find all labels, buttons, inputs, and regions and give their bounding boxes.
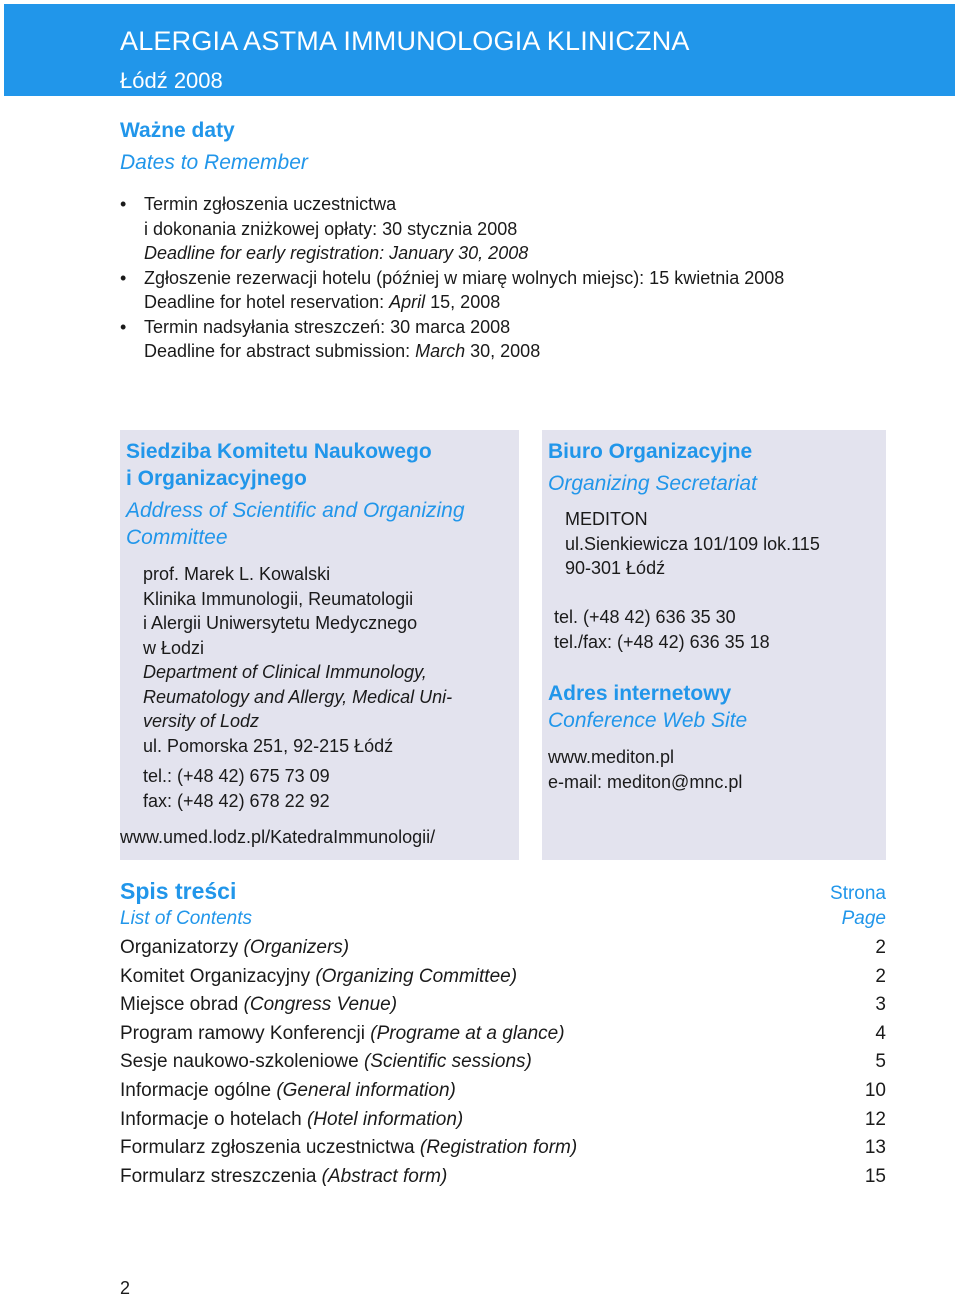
date-text-pl: Termin nadsyłania streszczeń: 30 marca 2008 bbox=[144, 316, 511, 337]
secretariat-contact: tel. (+48 42) 636 35 30 tel./fax: (+48 42) 636 35 18 bbox=[554, 607, 770, 652]
committee-web-link[interactable]: www.umed.lodz.pl/KatedraImmunologii/ bbox=[120, 827, 436, 847]
toc-page-number: 2 bbox=[875, 965, 886, 987]
toc-subtitle: List of Contents bbox=[120, 908, 253, 929]
dates-section bbox=[120, 118, 920, 364]
bullet-icon: • bbox=[120, 267, 127, 288]
toc-row: Miejsce obrad (Congress Venue) 3 bbox=[120, 991, 886, 1020]
dates-subheading: Dates to Remember bbox=[120, 151, 308, 174]
document-subtitle: Łódź 2008 bbox=[120, 68, 223, 93]
toc-page-number: 10 bbox=[864, 1079, 886, 1101]
toc-title: Spis treści bbox=[120, 878, 237, 904]
toc-page-label-en: Page bbox=[841, 908, 886, 929]
committee-heading: Siedziba Komitetu Naukowego i Organizacyjnego bbox=[126, 440, 432, 490]
toc-page-number: 3 bbox=[875, 994, 886, 1016]
toc-row: Informacje o hotelach (Hotel information) 12 bbox=[120, 1106, 886, 1135]
bullet-icon: • bbox=[120, 194, 127, 214]
dates-heading: Ważne daty bbox=[120, 119, 235, 142]
date-text-pl: i dokonania zniżkowej opłaty: 30 stycznia 2008 bbox=[144, 218, 518, 239]
document-title: ALERGIA ASTMA IMMUNOLOGIA KLINICZNA bbox=[120, 26, 690, 56]
toc-page-number: 12 bbox=[864, 1108, 886, 1130]
committee-address: prof. Marek L. Kowalski Klinika Immunologii, Reumatologii i Alergii Uniwersytetu Medycznego w Łodzi Department of Clinical Immunology, Reumatology and Allergy, Medical Uni- versity of Lodz ul. Pomorska 251, 92-215 Łódź bbox=[143, 562, 452, 758]
list-item bbox=[120, 315, 920, 364]
secretariat-web-link[interactable]: www.mediton.pl bbox=[548, 747, 675, 767]
committee-subheading: Address of Scientific and Organizing Committee bbox=[126, 499, 465, 549]
committee-contact bbox=[143, 764, 330, 813]
toc-page-number: 2 bbox=[875, 937, 886, 958]
toc-row: Formularz zgłoszenia uczestnictwa (Registration form) 13 bbox=[120, 1134, 886, 1163]
secretariat-subheading: Organizing Secretariat bbox=[548, 472, 757, 495]
web-heading: Adres internetowy bbox=[548, 682, 732, 705]
secretariat-box bbox=[542, 430, 886, 860]
committee-street: ul. Pomorska 251, 92-215 Łódź bbox=[143, 735, 394, 756]
toc-page-number: 13 bbox=[864, 1137, 886, 1159]
secretariat-email-link[interactable]: e-mail: mediton@mnc.pl bbox=[548, 771, 743, 792]
secretariat-heading: Biuro Organizacyjne bbox=[548, 440, 753, 463]
bullet-icon: • bbox=[120, 316, 127, 337]
date-text-en: Deadline for hotel reservation: April 15, 2008 bbox=[144, 292, 501, 312]
list-item bbox=[120, 192, 920, 266]
toc-row: Program ramowy Konferencji (Programe at a glance) 4 bbox=[120, 1020, 886, 1049]
page-number: 2 bbox=[120, 1278, 131, 1298]
toc-row: Informacje ogólne (General information) 10 bbox=[120, 1077, 886, 1106]
date-text-pl: Zgłoszenie rezerwacji hotelu (później w miarę wolnych miejsc): 15 kwietnia 2008 bbox=[144, 267, 785, 288]
web-subheading: Conference Web Site bbox=[548, 709, 748, 732]
date-text-en: Deadline for early registration: January 30, 2008 bbox=[144, 243, 529, 263]
committee-tel: tel.: (+48 42) 675 73 09 bbox=[143, 766, 330, 786]
header-banner bbox=[4, 4, 955, 96]
secretariat-address: MEDITON ul.Sienkiewicza 101/109 lok.115 90-301 Łódź bbox=[565, 509, 820, 578]
toc-row: Formularz streszczenia (Abstract form) 15 bbox=[120, 1163, 886, 1192]
table-of-contents bbox=[120, 878, 886, 1191]
toc-row: Komitet Organizacyjny (Organizing Committee) 2 bbox=[120, 963, 886, 992]
toc-page-number: 15 bbox=[864, 1165, 886, 1187]
committee-box bbox=[120, 430, 519, 860]
committee-fax: fax: (+48 42) 678 22 92 bbox=[143, 790, 330, 811]
toc-page-number: 5 bbox=[875, 1051, 886, 1073]
toc-page-label: Strona bbox=[830, 883, 886, 904]
toc-page-number: 4 bbox=[875, 1022, 886, 1044]
date-text-pl: Termin zgłoszenia uczestnictwa bbox=[144, 194, 397, 214]
toc-row: Organizatorzy (Organizers) 2 bbox=[120, 934, 886, 963]
committee-name: prof. Marek L. Kowalski bbox=[143, 564, 331, 584]
date-text-en: Deadline for abstract submission: March 30, 2008 bbox=[144, 341, 541, 361]
toc-row: Sesje naukowo-szkoleniowe (Scientific sessions) 5 bbox=[120, 1048, 886, 1077]
dates-list bbox=[120, 192, 920, 364]
list-item bbox=[120, 266, 920, 315]
